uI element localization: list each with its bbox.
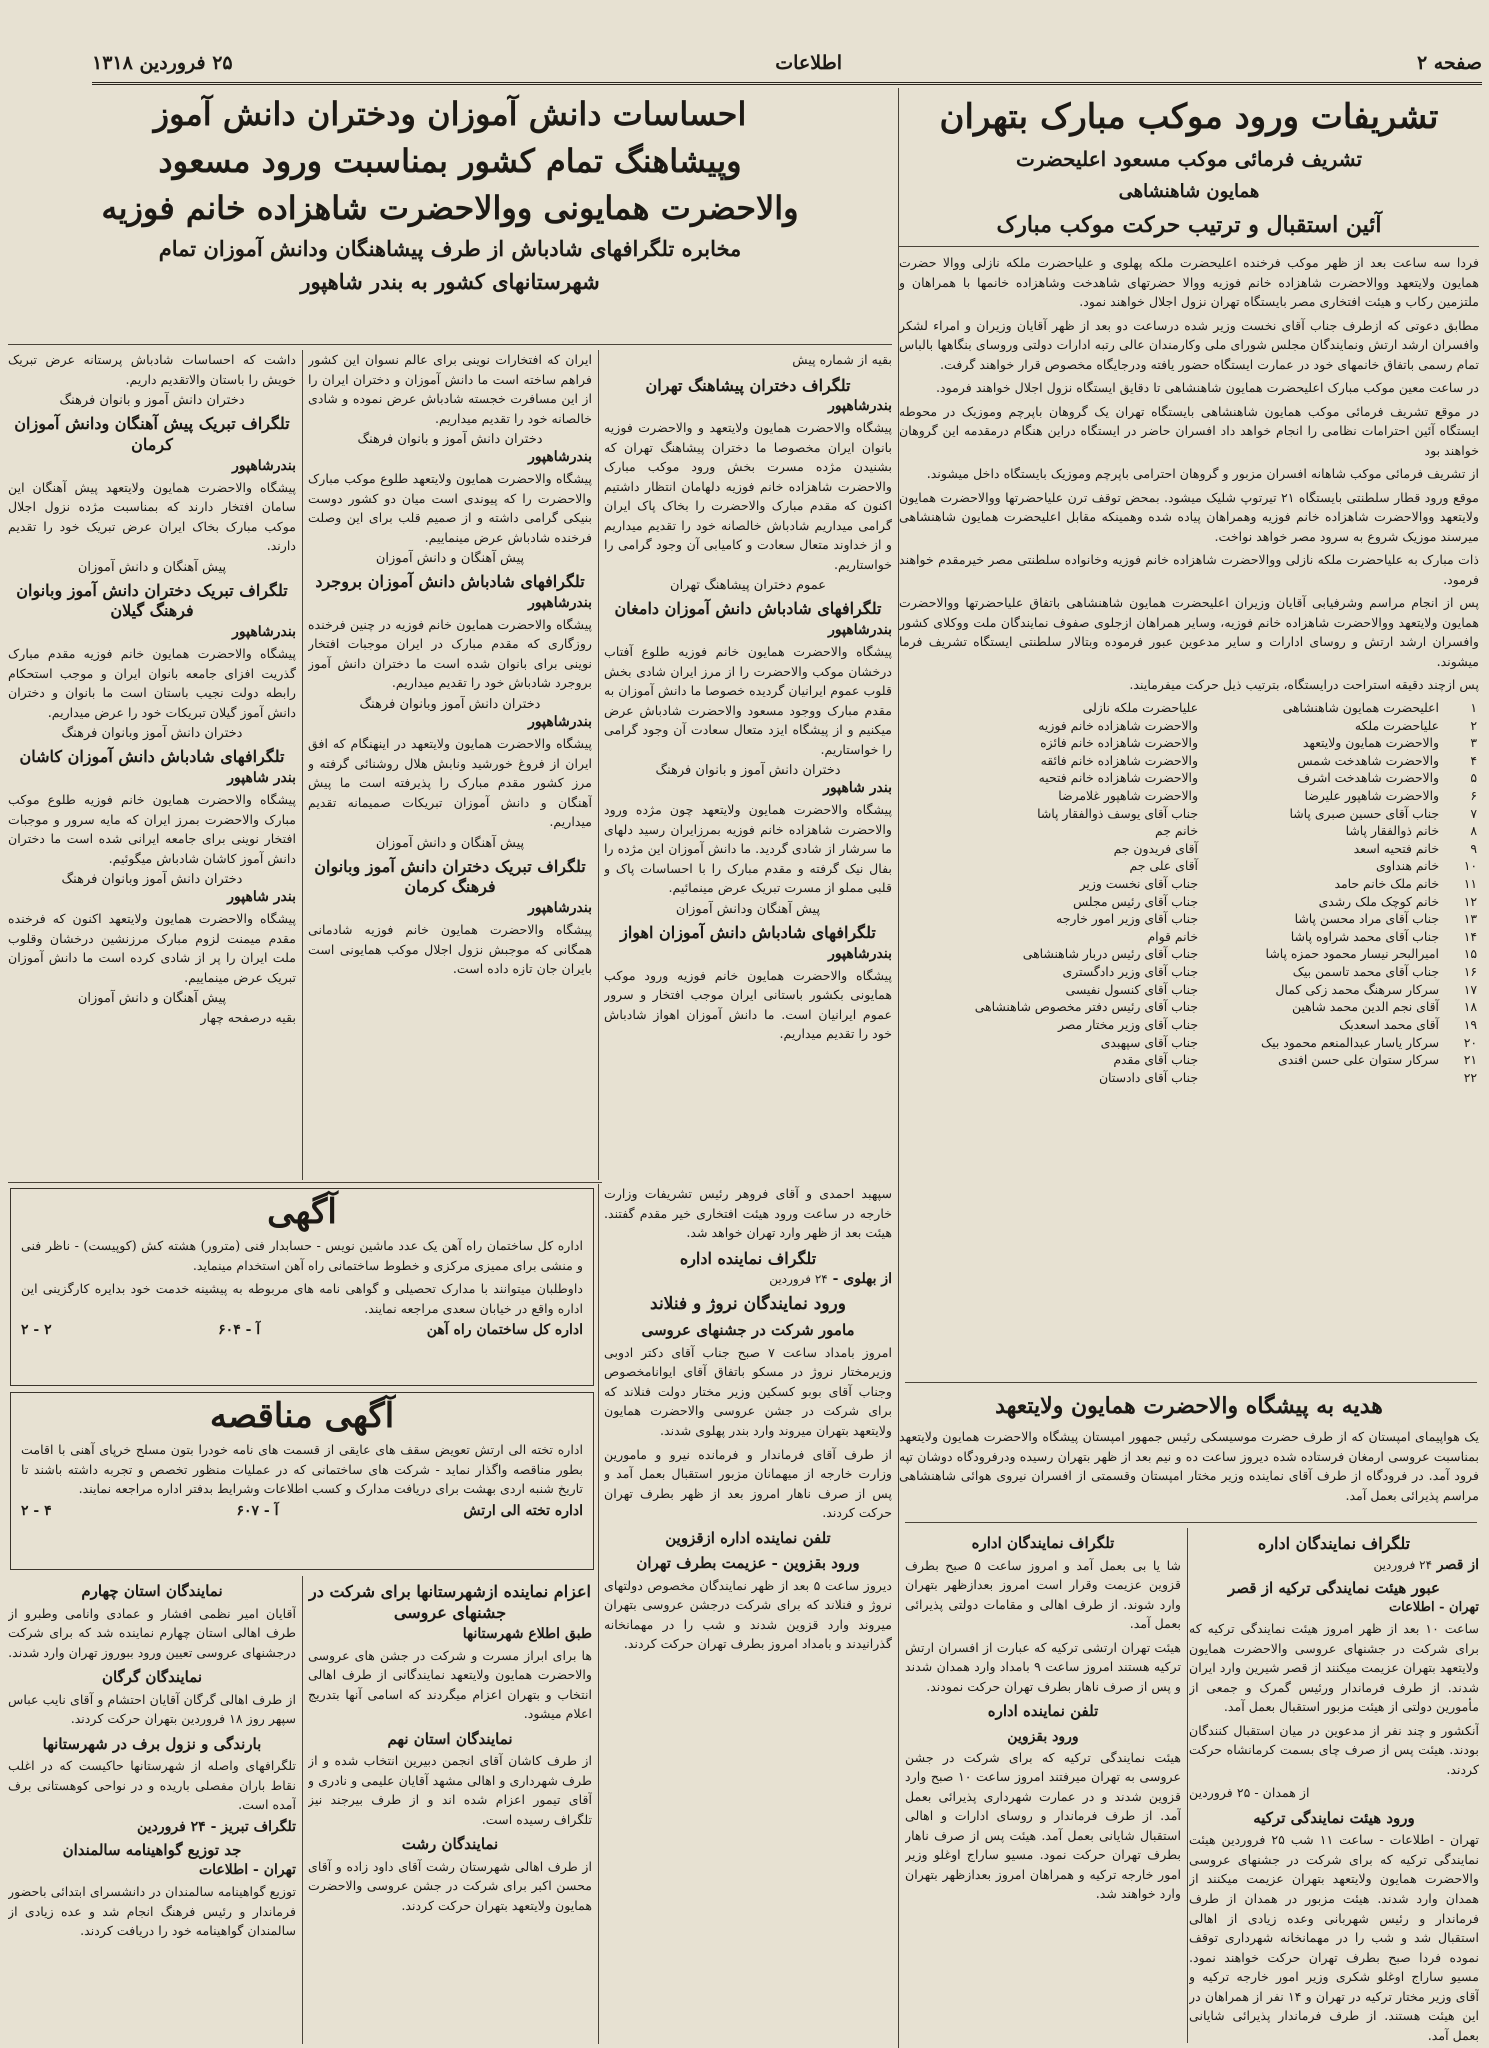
page-number: صفحه ۲	[1416, 52, 1482, 74]
right-story	[899, 90, 1479, 1380]
procession-number: ۱۵	[1463, 946, 1477, 962]
procession-name-partner: خانم قوام	[1147, 928, 1198, 944]
ad-box-2	[10, 1392, 594, 1570]
procession-row	[899, 910, 1479, 928]
gift-story	[899, 1390, 1479, 1520]
procession-name-partner: آقای فریدون جم	[1113, 840, 1198, 856]
procession-name: سرکار سرهنگ محمد زکی کمال	[1275, 981, 1439, 997]
procession-number: ۱	[1470, 699, 1477, 715]
phone-subtitle: ورود بقزوین	[1007, 1728, 1079, 1745]
tg-location: بندر شاهپور	[227, 770, 296, 787]
arrival-body: امروز بامداد ساعت ۷ صبح جناب آقای دکتر ادوبی وزیرمختار نروژ در مسکو باتفاق آقای ایوانامخصوص وجناب آقای بوبو کسکین وزیر مختار دولت فنلاند که برای شرکت در جشن عروسی والاحضرت همایون ولایتعهد بتهران میروند وارد بندر پهلوی شدند.	[604, 1344, 892, 1438]
procession-name: خانم فتحیه اسعد	[1353, 840, 1439, 856]
column-f	[8, 1576, 296, 2044]
tg-signature: پیش آهنگان و دانش آموزان	[375, 835, 525, 851]
tg-title: تلگرافهای شادباش دانش آموزان بروجرد	[315, 572, 585, 592]
paper-name: اطلاعات	[775, 52, 842, 74]
tg-location: بندر شاهپور	[227, 889, 296, 906]
tg-body: پیشگاه والاحضرت همایون ولایتعهد و والاحضرت فوزیه بانوان ایران مخصوصا ما دختران پیشاهنگ تهران که بشنیدن مژده مسرت بخش ورود موکب مبارک والاحضرت شاهزاده خانم فوزیه دلهامان انتظار داشتیم اکنون که مقدم مبارک والاحضرت را بخاک پاک ایران گرامی میداریم شادباش خالصانه خود را تقدیم میداریم و از خداوند متعال سعادت و کامیابی آن وجود گرامی را خواستاریم.	[604, 420, 892, 572]
tg-signature: دختران دانش آموز و بانوان فرهنگ	[655, 763, 841, 779]
procession-name: والاحضرت شاهدخت اشرف	[1297, 770, 1439, 786]
procession-name-partner: علیاحضرت ملکه نازلی	[1082, 699, 1198, 715]
telegraph-location	[1189, 1557, 1479, 1573]
delegates-subhead: طبق اطلاع شهرستانها	[462, 1625, 592, 1642]
ad-ref: آ - ۶۰۷	[236, 1502, 279, 1519]
delegates-title: نمایندگان رشت	[401, 1835, 499, 1854]
tg-location: بندرشاهپور	[528, 900, 592, 917]
procession-name: جناب آقای محمد شراوه پاشا	[1290, 928, 1439, 944]
turk2-body: تهران - اطلاعات - ساعت ۱۱ شب ۲۵ فروردین هیئت نمایندگی ترکیه که برای شرکت در جشنهای عروسی والاحضرت همایون ولایتعهد بتهران عزیمت میکنند از همدان وارد شدند. هیئت مزبور در همدان از طرف فرماندار و رئیس شهربانی وعده زیادی از اهالی استقبال شد و شب را در مهمانخانه شهرداری توقف نموده فردا صبح بطرف تهران حرکت خواهند نمود. مسیو ساراج اوغلو شکری وزیر امور خارجه ترکیه و آقای وزیر مختار ترکیه در تهران و ۱۴ نفر از همراهان در این هیئت هستند. از طرف فرماندار پذیرائی شایانی بعمل آمد.	[1189, 1832, 1479, 2043]
ad-box-1	[10, 1188, 594, 1386]
paragraph: ذات مبارک به علیاحضرت ملکه نازلی ووالاحضرت شاهزاده خانم فوزیه وخانواده سلطنتی مصر خیرمقدم خواهند فرمود.	[899, 552, 1479, 587]
snow-body: تلگرافهای واصله از شهرستانها حاکیست که در اغلب نقاط باران مفصلی باریده و در نواحی کوهستانی برف آمده است.	[8, 1758, 296, 1813]
certificate-headline: جد توزیع گواهینامه سالمندان	[62, 1840, 242, 1859]
left-subhead-2: شهرستانهای کشور به بندر شاهپور	[300, 269, 600, 295]
procession-name-partner: والاحضرت شاهزاده خانم فوزیه	[1038, 717, 1198, 733]
phone-subhead: ورود بقزوین - عزیمت بطرف تهران	[636, 1554, 860, 1573]
tg-signature: دختران دانش آموز وبانوان فرهنگ	[61, 872, 243, 888]
rule	[905, 1382, 1477, 1383]
procession-number: ۱۰	[1463, 858, 1477, 874]
phone-title: تلفن نماینده اداره ازقزوین	[665, 1528, 831, 1547]
tabriz-dateline: تلگراف تبریز - ۲۴ فروردین	[137, 1818, 296, 1835]
procession-name: امیرالبحر نیسار محمود حمزه پاشا	[1265, 946, 1439, 962]
ad-signature: اداره کل ساختمان راه آهن	[426, 1322, 583, 1339]
procession-name-partner: جناب آقای نخست وزیر	[1079, 876, 1198, 892]
turk2-headline: ورود هیئت نمایندگی ترکیه	[1253, 1808, 1415, 1827]
procession-row	[899, 928, 1479, 946]
arrival-subhead: مامور شرکت در جشنهای عروسی	[641, 1321, 855, 1340]
procession-number: ۱۱	[1463, 876, 1477, 892]
column-divider	[598, 1184, 599, 2044]
procession-name: خانم ملک خانم حامد	[1334, 876, 1439, 892]
procession-number: ۵	[1470, 770, 1477, 786]
procession-row	[899, 998, 1479, 1016]
tg-title: تلگراف دختران پیشاهنگ تهران	[645, 375, 851, 395]
tg-signature: پیش آهنگان و دانش آموزان	[77, 991, 227, 1007]
tg-body: پیشگاه والاحضرت همایون خانم فوزیه در چنین فرخنده روزگاری که مقدم مبارک در ایران موجبات افتخار نوینی برای بانوان شده است ما دختران دانش آموز بروجرد شادباش خود را تقدیم میداریم.	[308, 616, 592, 691]
procession-number: ۸	[1470, 823, 1477, 839]
procession-name: خانم هنداوی	[1376, 858, 1439, 874]
procession-row	[899, 734, 1479, 752]
phone-body: دیروز ساعت ۵ بعد از ظهر نمایندگان مخصوص دولتهای نروژ و فنلاند که برای شرکت درجشن عروسی بتهران میروند وارد قزوین شدند و شب را در مهمانخانه گذرانیدند و بامداد امروز بطرف تهران حرکت کردند.	[604, 1577, 892, 1652]
procession-row	[899, 717, 1479, 735]
tg-location: بندرشاهپور	[828, 622, 892, 639]
left-headline-3: والاحضرت همایونی ووالاحضرت شاهزاده خانم فوزیه	[101, 188, 799, 227]
procession-name: آقای محمد اسعدبک	[1339, 1016, 1439, 1032]
tg-title: تلگراف تبریک دختران دانش آموز وبانوان فرهنگ گیلان	[16, 580, 288, 621]
procession-name-partner: جناب آقای وزیر مختار مصر	[1057, 1016, 1198, 1032]
procession-row	[899, 1051, 1479, 1069]
procession-name-partner: جناب آقای دادستان	[1098, 1069, 1198, 1085]
tg-title: تلگرافهای شادباش دانش آموزان دامغان	[614, 599, 882, 619]
continued-note: بقیه از شماره پیش	[792, 352, 892, 367]
tg-location: بندرشاهپور	[232, 624, 296, 641]
telegraph-date: ۲۴ فروردین	[1373, 1557, 1433, 1572]
tg-body: داشت که احساسات شادباش پرستانه عرض تبریک خویش را باستان والاتقدیم داریم.	[8, 352, 296, 387]
turk-body-2: آنکشور و چند نفر از مدعوین در میان استقبال کنندگان بودند. هیئت پس از صرف چای بسمت کرمانشاه حرکت کردند.	[1189, 1722, 1479, 1777]
tg-body: پیشگاه والاحضرت همایون ولایتعهد اکنون که فرخنده مقدم میمنت لزوم مبارک مرزنشین درخشان وقلوب ملت ایران را پر از شادی کرده است ما دانش آموزان تبریک عرض مینماییم.	[8, 911, 296, 985]
procession-row	[899, 787, 1479, 805]
procession-row	[899, 805, 1479, 823]
continued-note: بقیه درصفحه چهار	[200, 1010, 296, 1026]
turk-headline: عبور هیئت نمایندگی ترکیه از قصر	[1228, 1578, 1440, 1597]
paragraph: پس از انجام مراسم وشرفیابی آقایان وزیران اعلیحضرت همایون شاهنشاهی باتفاق علیاحضرتها ووالاحضرت همایون ولایتعهد ووالاحضرت شاهزاده خانم فوزیه، وسایر همراهان ازجلوی صفوف نمایندگان ملت ووکلای کشور وافسران ارشد ارتش و روسای ادارات و سایر مدعوین عبور فرموده وبتالار سلطنتی ایستگاه تشریف فرما میشوند.	[899, 595, 1479, 669]
procession-name-partner: جناب آقای رئیس دربار شاهنشاهی	[1022, 946, 1198, 962]
procession-number: ۲۱	[1463, 1052, 1477, 1068]
procession-name: جناب آقای محمد تاسمن بیک	[1292, 964, 1439, 980]
procession-name: اعلیحضرت همایون شاهنشاهی	[1282, 699, 1439, 715]
mid-column	[905, 1528, 1181, 2043]
certificate-source: تهران - اطلاعات	[199, 1862, 296, 1879]
mid-title: تلگراف نمایندگان اداره	[971, 1534, 1115, 1552]
procession-row	[899, 1069, 1479, 1087]
arrival-body-2: از طرف آقای فرماندار و فرمانده نیرو و مامورین وزارت خارجه از میهمانان مزبور استقبال بعمل آمد و پس از صرف ناهار امروز بعد از ظهر بطرف تهران حرکت کردند.	[604, 1446, 892, 1521]
tg-signature: دختران دانش آموز وبانوان فرهنگ	[359, 696, 541, 712]
tg-body: پیشگاه والاحضرت همایون ولایتعهد طلوع موکب مبارک والاحضرت را که پیوندی است میان دو کشور دوست بنیکی گرامی داشته و از صمیم قلب برای این وصلت فرخنده شادباش عرض مینماییم.	[308, 471, 592, 545]
procession-name-partner: آقای علی جم	[1129, 858, 1198, 874]
procession-number: ۴	[1470, 752, 1477, 768]
column-e	[308, 1576, 592, 2044]
column-divider	[598, 350, 599, 1180]
ad-ref: آ - ۶۰۴	[218, 1322, 261, 1339]
procession-number: ۱۸	[1463, 999, 1477, 1015]
procession-name: والاحضرت شاهدخت شمس	[1297, 752, 1439, 768]
procession-row	[899, 699, 1479, 717]
left-headline-2: وپیشاهنگ تمام کشور بمناسبت ورود مسعود	[158, 141, 742, 180]
turk-body: ساعت ۱۰ بعد از ظهر امروز هیئت نمایندگی ترکیه که برای شرکت در جشنهای عروسی والاحضرت همایون ولایتعهد بتهران عزیمت میکنند از قصر شیرین وارد ایران شدند. از طرف فرماندار ورئیس گمرک و جمعی از مأمورین دولتی از هیئت مزبور استقبال بعمل آمد.	[1189, 1621, 1479, 1715]
procession-name-partner: خانم جم	[1155, 823, 1198, 839]
mid-body: شا یا بی بعمل آمد و امروز ساعت ۵ صبح بطرف قزوین عزیمت وقرار است امروز بعدازظهر بتهران وارد شوند. از طرف اهالی و مقامات دولتی پذیرائی بعمل آمد.	[905, 1557, 1181, 1632]
paragraph: پس ازچند دقیقه استراحت درایستگاه، بترتیب ذیل حرکت میفرمایند.	[1129, 677, 1479, 693]
procession-name-partner: والاحضرت شاهزاده خانم فائقه	[1040, 752, 1198, 768]
report-body: سپهبد احمدی و آقای فروهر رئیس تشریفات وزارت خارجه در ساعت ورود هیئت افتخاری خیر مقدم گفتند. هیئت بعد از ظهر وارد تهران خواهد شد.	[604, 1186, 892, 1241]
column-b	[308, 350, 592, 1180]
certificate-body: توزیع گواهینامه سالمندان در دانشسرای ابتدائی باحضور فرماندار و رئیس فرهنگ انجام شد و عده زیادی از سالمندان گواهینامه خود را دریافت کردند.	[8, 1884, 296, 1939]
procession-name: آقای نجم الدین محمد شاهین	[1291, 999, 1439, 1015]
procession-order-list	[899, 699, 1479, 1086]
procession-row	[899, 1016, 1479, 1034]
tg-location: بندرشاهپور	[528, 449, 592, 466]
telegraph-title: تلگراف نمایندگان اداره	[1257, 1534, 1411, 1553]
right-subhead-1: تشریف فرمائی موکب مسعود اعلیحضرت	[1015, 147, 1363, 172]
gift-body: یک هواپیمای امپستان که از طرف حضرت موسیسکی رئیس جمهور امپستان پیشگاه والاحضرت همایون ولایتعهد بمناسبت عروسی ارمغان فرستاده شده دیروز ساعت ده و نیم بعد از ظهر بتهران رسیده ودرفرودگاه دوشان تپه فرود آمد. در فرودگاه از طرف آقای نماینده وزیر مختار امپستان وقسمتی از افسران نیروی هوائی شاهنشاهی مراسم پذیرائی بعمل آمد.	[899, 1429, 1479, 1503]
delegates-body: از طرف اهالی گرگان آقایان احتشام و آقای نایب عباس سپهر روز ۱۸ فروردین بتهران حرکت کردند.	[8, 1691, 296, 1727]
procession-name: علیاحضرت ملکه	[1354, 717, 1439, 733]
procession-name-partner: والاحضرت شاهپور غلامرضا	[1058, 787, 1198, 803]
tg-signature: پیش آهنگان و دانش آموزان	[375, 551, 525, 567]
turk-date: از همدان - ۲۵ فروردین	[1189, 1785, 1310, 1801]
snow-headline: بارندگی و نزول برف در شهرستانها	[42, 1734, 262, 1753]
procession-number: ۱۷	[1463, 981, 1477, 997]
paragraph: از تشریف فرمائی موکب شاهانه افسران مزبور و گروهان احترامی باپرچم وموزیک بایستگاه داخل میشوند.	[926, 466, 1479, 482]
procession-row	[899, 857, 1479, 875]
procession-name: والاحضرت شاهپور علیرضا	[1304, 787, 1439, 803]
phone-body: هیئت نمایندگی ترکیه که برای شرکت در جشن عروسی به تهران میرفتند امروز ساعت ۱۰ صبح وارد قزوین شدند و در عمارت شهرداری پذیرائی بعمل آمد. از طرف فرماندار و روسای ادارات و اهالی استقبال شایانی بعمل آمد. هیئت پس از صرف ناهار بطرف تهران حرکت نمود. مسیو ساراج اوغلو وزیر امور خارجه ترکیه و همراهان امروز بعدازظهر بتهران وارد خواهند شد.	[905, 1749, 1181, 1902]
procession-name: سرکار ستوان علی حسن افندی	[1278, 1052, 1439, 1068]
procession-name: خانم ذوالفقار پاشا	[1345, 823, 1439, 839]
ad-title: آگهی	[267, 1192, 337, 1232]
arrival-headline: ورود نمایندگان نروژ و فنلاند	[650, 1294, 846, 1315]
paragraph: مطابق دعوتی که ازطرف جناب آقای نخست وزیر شده درساعت دو بعد از ظهر آقایان وزیران و امراء لشکر وافسران ارشد ارتش ونمایندگان مجلس شورای ملی وکارمندان عالی رتبه ادارات دولتی وروسای بنگاهها بالباس تمام رسمی باتفاق خانمهای خود در عمارت ایستگاه حضور یافته ودرجایگاه مخصوص قرار خواهند گرفت.	[899, 317, 1479, 372]
procession-name-partner: والاحضرت شاهزاده خانم فتحیه	[1038, 770, 1198, 786]
delegates-body: از طرف کاشان آقای انجمن دبیرین انتخاب شده و از طرف شهرداری و اهالی مشهد آقایان علیمی و نادری و آقای تیمور اعزام شده اند و از طرف بیرجند نیز تلگراف رسیده است.	[308, 1753, 592, 1827]
procession-name-partner: جناب آقای یوسف ذوالفقار پاشا	[1037, 805, 1198, 821]
tg-body: پیشگاه والاحضرت همایون خانم فوزیه طلوع موکب مبارک والاحضرت بمرز ایران که مایه سرور و موجبات افتخار نوینی برای جامعه ایرانی شده است ما دختران دانش آموز کاشان شادباش میگوئیم.	[8, 792, 296, 866]
procession-row	[899, 1034, 1479, 1052]
masthead	[92, 48, 1482, 85]
tg-signature: پیش آهنگان ودانش آموزان	[675, 901, 821, 917]
procession-name-partner: جناب آقای کنسول نفیسی	[1065, 981, 1198, 997]
tg-body: پیشگاه والاحضرت همایون ولایتعهد پیش آهنگان این سامان افتخار دارند که بمناسبت مژده نزول اجلال موکب مبارک بخاک ایران عرض تبریک خود را تقدیم دارند.	[8, 479, 296, 554]
tg-body: پیشگاه والاحضرت همایون ولایتعهد چون مژده ورود والاحضرت شاهزاده خانم فوزیه بمرزایران رسید دلهای ما سرشار از شادی گردید. ما دانش آموزان این مژده را بفال نیک گرفته و مقدم مبارک را با احساسات پاک و قلبی مملو از مسرت تبریک عرض مینمائیم.	[604, 802, 892, 896]
procession-number: ۱۴	[1463, 928, 1477, 944]
tg-place: از بهلوی	[843, 1271, 892, 1288]
right-subhead-2: همایون شاهنشاهی	[1118, 181, 1260, 203]
tg-body: پیشگاه والاحضرت همایون خانم فوزیه شادمانی همگانی که موجبش نزول اجلال موکب همایونی است بایران جان تازه داده است.	[308, 922, 592, 977]
mid-body-2: هیئت تهران ارتشی ترکیه که عبارت از افسران ارتش ترکیه هستند امروز ساعت ۹ بامداد وارد همدان شدند و پس از صرف ناهار بطرف تهران حرکت نمودند.	[905, 1639, 1181, 1694]
tg-body: پیشگاه والاحضرت همایون خانم فوزیه ورود موکب همایونی بکشور باستانی ایران موجب افتخار و سرور عموم ایرانیان است. ما دانش آموزان اهواز شادباش خود را تقدیم میداریم.	[604, 967, 892, 1042]
tg-body: پیشگاه والاحضرت همایون ولایتعهد در اینهنگام که افق ایران از فروغ خورشید ونابش هلال روشنائی گرفته و مرز کشور مقدم مبارک را پذیرفته است ما پیش آهنگان و دانش آموزان تبریکات صمیمانه تقدیم میداریم.	[308, 735, 592, 830]
tg-title: تلگرافهای شادباش دانش آموزان اهواز	[620, 922, 876, 942]
procession-number: ۲۰	[1463, 1034, 1477, 1050]
column-divider	[302, 1576, 303, 2044]
column-c	[8, 350, 296, 1180]
procession-number: ۱۶	[1463, 964, 1477, 980]
procession-row	[899, 769, 1479, 787]
turk-source: تهران - اطلاعات	[1388, 1600, 1479, 1616]
procession-number: ۱۹	[1463, 1016, 1477, 1032]
paragraph: در ساعت معین موکب مبارک اعلیحضرت همایون شاهنشاهی تا دقایق ایستگاه نزول اجلال خواهند فرمود.	[935, 380, 1479, 396]
procession-row	[899, 893, 1479, 911]
ad-title: آگهی مناقصه	[209, 1396, 395, 1436]
rule	[905, 1522, 1477, 1523]
tg-signature: عموم دختران پیشاهنگ تهران	[670, 578, 826, 594]
procession-row	[899, 840, 1479, 858]
tg-body: پیشگاه والاحضرت همایون خانم فوزیه مقدم مبارک گذریت افزای جامعه بانوان ایران و موجب استحکام رابطه دولت نجیب باستان است ما بانوان و دختران دانش آموز گیلان تبریکات خود را عرض میداریم.	[8, 646, 296, 720]
left-headline-1: احساسات دانش آموزان ودختران دانش آموز	[153, 95, 747, 133]
column-divider	[1187, 1528, 1188, 2043]
procession-row	[899, 822, 1479, 840]
ad-ref-2: ۴ - ۲	[21, 1502, 52, 1519]
rule	[8, 1182, 602, 1183]
tg-location: بندرشاهپور	[828, 945, 892, 962]
procession-row	[899, 752, 1479, 770]
tg-title: تلگرافهای شادباش دانش آموزان کاشان	[19, 747, 285, 767]
paragraph: در موقع تشریف فرمائی موکب همایون شاهنشاهی بایستگاه تهران یک گروهان باپرچم وموزیک در محوطه ایستگاه آئین احترامات نظامی را انجام خواهد داد افسران حاضر در ایستگاه دراین هنگام درمقدمه این گروهان خواهند بود	[899, 403, 1479, 458]
tg-signature: دختران دانش آموز و بانوان فرهنگ	[59, 393, 245, 409]
column-divider	[302, 350, 303, 1180]
procession-name: جناب آقای حسین صبری پاشا	[1289, 805, 1439, 821]
tg-location: بندرشاهپور	[528, 594, 592, 611]
ad-body: اداره کل ساختمان راه آهن یک عدد ماشین نویس - حسابدار فنی (مترور) هشته کش (کوپیست) - ناظر فنی و منشی برای ممیزی مرکزی و خطوط ساختمانی راه آهن استخدام مینماید.	[21, 1238, 583, 1273]
left-subhead-1: مخابره تلگرافهای شادباش از طرف پیشاهنگان ودانش آموزان تمام	[158, 236, 742, 262]
procession-number: ۳	[1470, 735, 1477, 751]
procession-row	[899, 875, 1479, 893]
procession-number: ۱۲	[1463, 893, 1477, 909]
ad-signature: اداره تخته الی ارتش	[463, 1502, 583, 1519]
procession-name-partner: والاحضرت شاهزاده خانم فائزه	[1040, 735, 1198, 751]
delegates-title: نمایندگان استان نهم	[387, 1729, 513, 1748]
phone-title: تلفن نماینده اداره	[987, 1702, 1099, 1721]
procession-name	[1200, 1069, 1441, 1087]
left-headline-block	[8, 90, 892, 338]
procession-name-partner: جناب آقای رئیس دفتر مخصوص شاهنشاهی	[974, 999, 1198, 1015]
procession-name: سرکار یاسار عبدالمنعم محمود بیک	[1261, 1034, 1439, 1050]
delegates-body: از طرف اهالی شهرستان رشت آقای داود زاده و آقای محسن اکبر برای شرکت در جشن عروسی والاحضرت همایون ولایتعهد بتهران حرکت کردند.	[308, 1858, 592, 1913]
tg-body: پیشگاه والاحضرت همایون خانم فوزیه طلوع آفتاب درخشان موکب والاحضرت را از مرز ایران شادی بخش قلوب عموم ایرانیان گردیده خصوصا ما دانش آموزان به مقدم مبارک ووجود مسعود والاحضرت شادباش عرض میکنیم و از پیشگاه ایزد متعال سعادت آن وجود گرامی را خواستاریم.	[604, 644, 892, 757]
delegates-body: آقایان امیر نظمی افشار و عمادی وانامی وطبرو از طرف اهالی استان چهارم نماینده شد که برای شرکت درجشنهای عروسی تعیین ورود ببوروز تهران وارد شدند.	[8, 1605, 296, 1660]
procession-number: ۲۲	[1463, 1069, 1477, 1085]
right-subhead-3: آئین استقبال و ترتیب حرکت موکب مبارک	[996, 212, 1382, 239]
tg-body: ایران که افتخارات نوینی برای عالم نسوان این کشور فراهم ساخته است ما دانش آموزان و دختران ایران را از این مسافرت خجسته شادباش عرض نموده و شادی خالصانه خود را تقدیم میداریم.	[308, 352, 592, 426]
turk-column	[1189, 1528, 1479, 2043]
tg-signature: دختران دانش آموز وبانوان فرهنگ	[61, 726, 243, 742]
tg-signature: دختران دانش آموز و بانوان فرهنگ	[357, 432, 543, 448]
procession-name: والاحضرت همایون ولایتعهد	[1302, 735, 1439, 751]
procession-name: خانم کوچک ملک رشدی	[1318, 893, 1439, 909]
tg-title: تلگراف نماینده اداره	[679, 1248, 817, 1268]
ad-body-2: داوطلبان میتوانند با مدارک تحصیلی و گواهی نامه های مربوطه به پیشینه خدمت خود بدایره کارگزینی این اداره واقع در خیابان سعدی مراجعه نمایند.	[21, 1281, 583, 1316]
tg-signature: پیش آهنگان و دانش آموزان	[77, 559, 227, 575]
procession-name-partner: جناب آقای سپهبدی	[1100, 1034, 1198, 1050]
procession-number: ۷	[1470, 805, 1477, 821]
tg-location: بندرشاهپور	[232, 457, 296, 474]
delegates-body: ها برای ابراز مسرت و شرکت در جشن های عروسی والاحضرت همایون ولایتعهد نمایندگانی از طرف اهالی انتخاب و بتهران اعزام میگردند که اسامی آنها بتدریج اعلام میشود.	[308, 1647, 592, 1722]
rule	[899, 246, 1479, 247]
procession-name-partner: جناب آقای رئیس مجلس	[1072, 893, 1198, 909]
column-d	[604, 1184, 892, 2044]
procession-number: ۱۳	[1463, 911, 1477, 927]
right-headline: تشریفات ورود موکب مبارک بتهران	[939, 97, 1439, 137]
procession-name-partner: جناب آقای وزیر امور خارجه	[1056, 911, 1198, 927]
procession-name: جناب آقای مراد محسن پاشا	[1294, 911, 1439, 927]
procession-number: ۹	[1470, 840, 1477, 856]
tg-location: بندرشاهپور	[528, 713, 592, 730]
procession-row	[899, 945, 1479, 963]
delegates-title: نمایندگان گرگان	[101, 1668, 203, 1687]
gift-headline: هدیه به پیشگاه والاحضرت همایون ولایتعهد	[995, 1393, 1383, 1419]
delegates-title: نمایندگان استان چهارم	[81, 1582, 223, 1600]
procession-row	[899, 981, 1479, 999]
delegates-headline: اعزام نماینده ازشهرستانها برای شرکت در جشنهای عروسی	[309, 1582, 591, 1622]
ad-ref-2: ۲ - ۲	[21, 1322, 52, 1339]
tg-location: بندر شاهپور	[823, 780, 892, 797]
paragraph: فردا سه ساعت بعد از ظهر موکب فرخنده اعلیحضرت ملکه پهلوی و علیاحضرت ملکه نازلی ووالا حضرت همایون ولایتعهد ووالاحضرت شاهزاده خانم فوزیه ووالا حضرتهای شاهدخت وشاهزاده خانمها با همراهان و ملتزمین رکاب و هیئت افتخاری مصر بایستگاه تهران نزول اجلال خواهند نمود.	[899, 255, 1479, 310]
procession-number: ۲	[1470, 717, 1477, 733]
tg-date: ۲۴ فروردین	[769, 1272, 828, 1287]
tg-location: بندرشاهپور	[828, 398, 892, 415]
tg-title: تلگراف تبریک دختران دانش آموز وبانوان فرهنگ کرمان	[314, 856, 586, 897]
procession-name-partner: جناب آقای وزیر دادگستری	[1062, 964, 1198, 980]
column-a	[604, 350, 892, 1180]
telegraph-subtitle: از قصر	[1436, 1556, 1479, 1573]
tg-location: از بهلوی - ۲۴ فروردین	[769, 1271, 892, 1288]
paragraph: موقع ورود قطار سلطنتی بایستگاه ۲۱ تیرتوپ شلیک میشود. بمحض توقف ترن علیاحضرتها ووالاحضرت همایون ولایتعهد ووالاحضرت شاهزاده خانم فوزیه وهمراهان پیاده شده وهمینکه مقابل اعلیحضرت همایون شاهنشاهی میرسند موزیک شروع به سرود مصر خواهد نواخت.	[899, 489, 1479, 544]
tg-title: تلگراف تبریک پیش آهنگان ودانش آموزان کرمان	[14, 414, 290, 454]
issue-date: ۲۵ فروردین ۱۳۱۸	[92, 52, 233, 74]
ad-body: اداره تخته الی ارتش تعویض سقف های عایقی از قسمت های نامه خودرا بتون مسلح خرپای آهنی با اقامت بطور مناقصه واگذار نماید - شرکت های ساختمانی که در عملیات منظور تخصص و تجربه داشته باشند تا تاریخ شنبه اردی بهشت برای دریافت مدارک و کسب اطلاعات وشرایط بدفتر اداره مراجعه نمایند.	[21, 1442, 583, 1497]
procession-number: ۶	[1470, 787, 1477, 803]
rule	[8, 344, 892, 345]
procession-row	[899, 963, 1479, 981]
procession-name-partner: جناب آقای مقدم	[1113, 1052, 1198, 1068]
